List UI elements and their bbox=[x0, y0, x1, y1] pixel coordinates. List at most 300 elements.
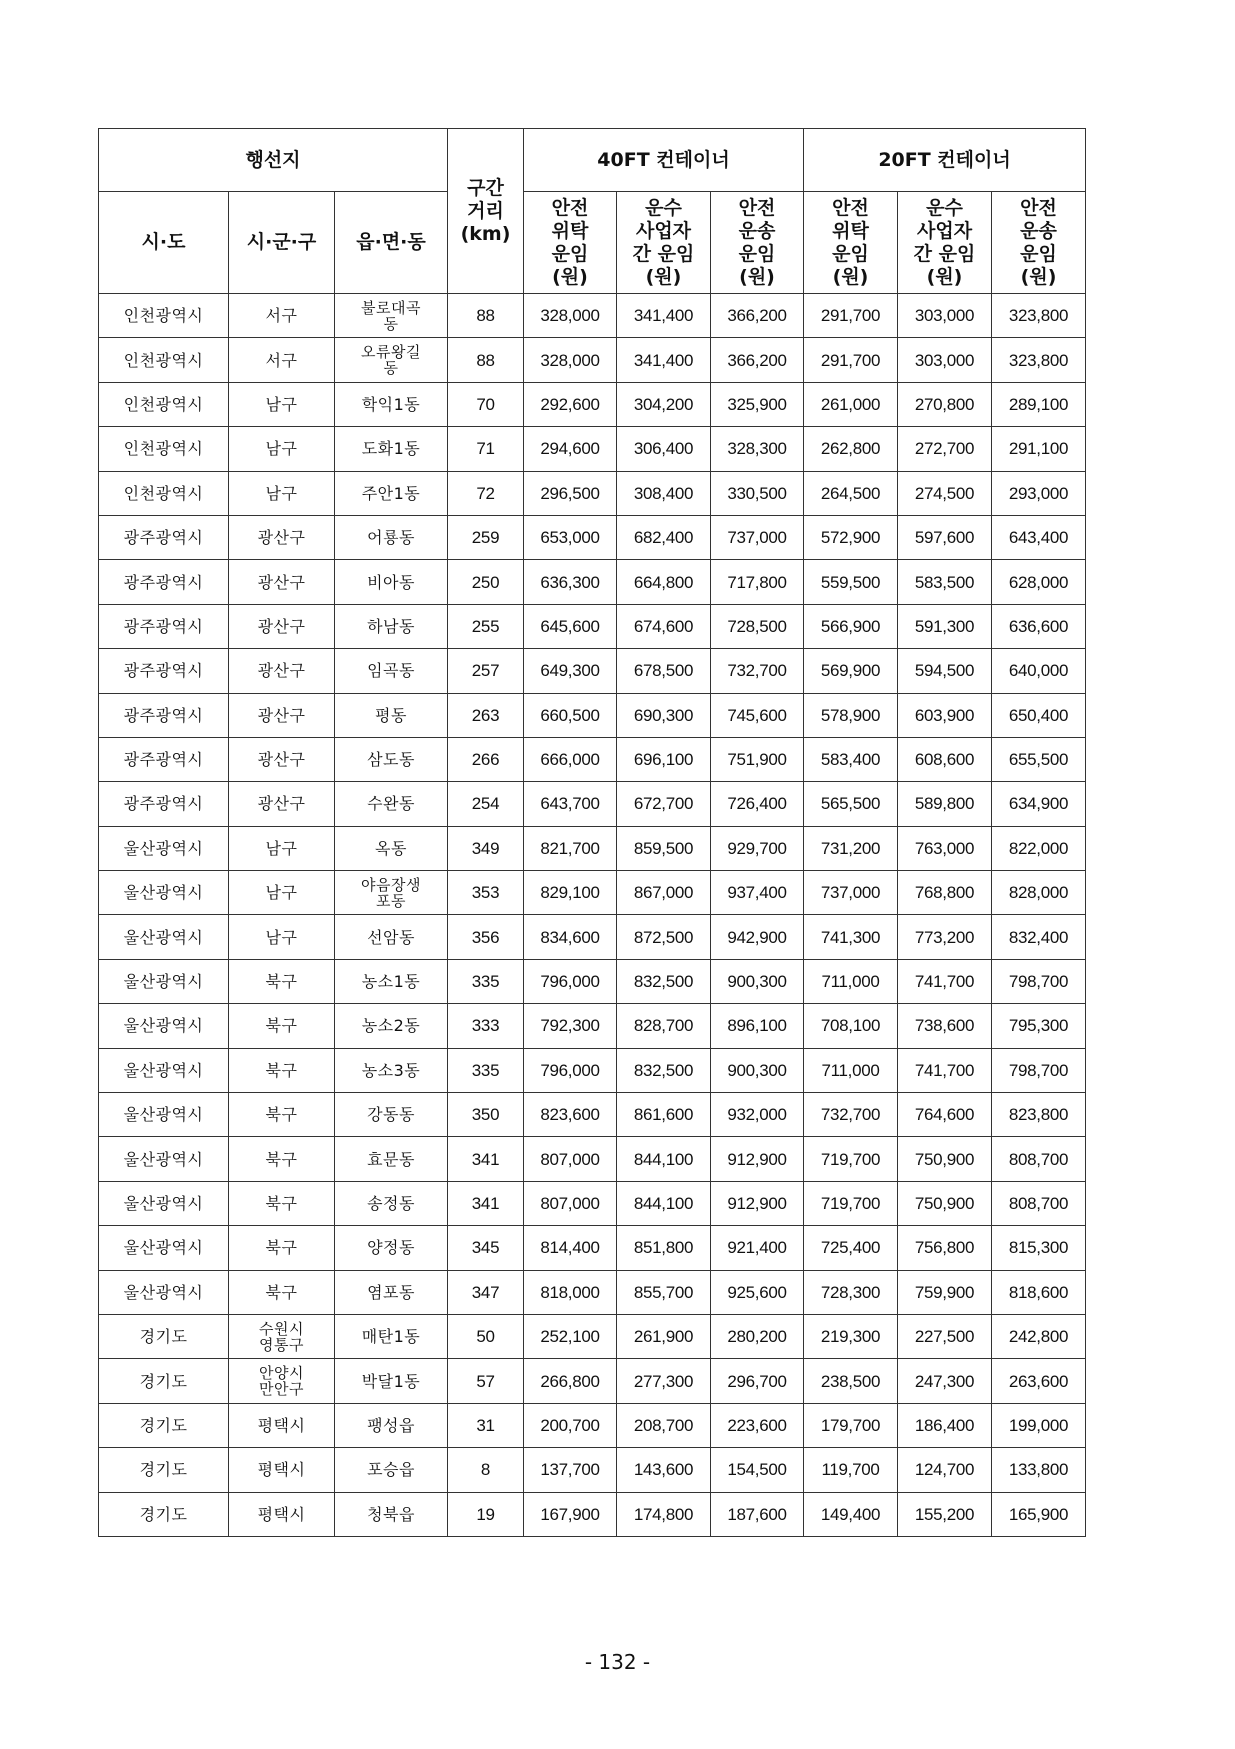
sido-cell: 인천광역시 bbox=[99, 382, 229, 426]
rate-40ft-safe-consign-cell: 292,600 bbox=[524, 382, 617, 426]
table-row bbox=[99, 959, 1086, 1003]
rate-20ft-safe-consign-cell: 261,000 bbox=[804, 382, 898, 426]
rate-40ft-safe-transport-cell: 728,500 bbox=[711, 604, 804, 648]
rate-40ft-carrier-cell: 174,800 bbox=[617, 1492, 711, 1536]
rate-40ft-safe-transport-cell: 330,500 bbox=[711, 471, 804, 515]
table-row bbox=[99, 737, 1086, 781]
rate-40ft-safe-transport-cell: 737,000 bbox=[711, 515, 804, 559]
rate-20ft-safe-transport-cell: 818,600 bbox=[992, 1270, 1086, 1314]
rate-40ft-safe-consign-cell: 649,300 bbox=[524, 649, 617, 693]
table-row bbox=[99, 826, 1086, 870]
rate-40ft-safe-transport-cell: 223,600 bbox=[711, 1403, 804, 1447]
rate-20ft-safe-transport-cell: 640,000 bbox=[992, 649, 1086, 693]
rate-40ft-carrier-cell: 341,400 bbox=[617, 338, 711, 382]
sigungu-cell: 수원시 영통구 bbox=[229, 1314, 335, 1358]
eupmyeondong-cell: 양정동 bbox=[335, 1226, 448, 1270]
rate-20ft-carrier-cell: 763,000 bbox=[898, 826, 992, 870]
rate-40ft-safe-consign-cell: 807,000 bbox=[524, 1181, 617, 1225]
rate-20ft-safe-consign-cell: 711,000 bbox=[804, 1048, 898, 1092]
table-row bbox=[99, 1403, 1086, 1447]
rate-40ft-carrier-cell: 859,500 bbox=[617, 826, 711, 870]
sido-cell: 경기도 bbox=[99, 1448, 229, 1492]
table-row bbox=[99, 1048, 1086, 1092]
rate-40ft-safe-transport-cell: 921,400 bbox=[711, 1226, 804, 1270]
sido-cell: 울산광역시 bbox=[99, 1093, 229, 1137]
table-row bbox=[99, 294, 1086, 338]
rate-40ft-safe-consign-cell: 829,100 bbox=[524, 871, 617, 915]
distance-cell: 345 bbox=[448, 1226, 524, 1270]
table-row bbox=[99, 560, 1086, 604]
rate-40ft-safe-transport-cell: 745,600 bbox=[711, 693, 804, 737]
rate-20ft-safe-transport-cell: 798,700 bbox=[992, 1048, 1086, 1092]
sigungu-cell: 평택시 bbox=[229, 1492, 335, 1536]
distance-cell: 254 bbox=[448, 782, 524, 826]
sido-cell: 광주광역시 bbox=[99, 515, 229, 559]
rate-20ft-safe-consign-cell: 565,500 bbox=[804, 782, 898, 826]
rate-20ft-carrier-cell: 741,700 bbox=[898, 1048, 992, 1092]
rate-20ft-carrier-cell: 272,700 bbox=[898, 427, 992, 471]
rate-20ft-safe-transport-cell: 291,100 bbox=[992, 427, 1086, 471]
table-row bbox=[99, 471, 1086, 515]
distance-cell: 356 bbox=[448, 915, 524, 959]
rate-20ft-safe-transport-cell: 808,700 bbox=[992, 1137, 1086, 1181]
rate-40ft-safe-consign-cell: 636,300 bbox=[524, 560, 617, 604]
rate-20ft-carrier-cell: 608,600 bbox=[898, 737, 992, 781]
distance-cell: 57 bbox=[448, 1359, 524, 1403]
sigungu-cell: 북구 bbox=[229, 1093, 335, 1137]
distance-cell: 259 bbox=[448, 515, 524, 559]
header-40ft-container: 40FT 컨테이너 bbox=[524, 129, 804, 192]
rate-20ft-carrier-cell: 603,900 bbox=[898, 693, 992, 737]
rate-40ft-safe-transport-cell: 896,100 bbox=[711, 1004, 804, 1048]
rate-40ft-carrier-cell: 851,800 bbox=[617, 1226, 711, 1270]
sigungu-cell: 북구 bbox=[229, 1226, 335, 1270]
rate-20ft-carrier-cell: 597,600 bbox=[898, 515, 992, 559]
rate-20ft-safe-consign-cell: 728,300 bbox=[804, 1270, 898, 1314]
rate-40ft-safe-transport-cell: 937,400 bbox=[711, 871, 804, 915]
eupmyeondong-cell: 주안1동 bbox=[335, 471, 448, 515]
eupmyeondong-cell: 수완동 bbox=[335, 782, 448, 826]
rate-20ft-safe-consign-cell: 711,000 bbox=[804, 959, 898, 1003]
distance-cell: 263 bbox=[448, 693, 524, 737]
rate-20ft-carrier-cell: 247,300 bbox=[898, 1359, 992, 1403]
rate-20ft-safe-consign-cell: 719,700 bbox=[804, 1137, 898, 1181]
sigungu-cell: 북구 bbox=[229, 1004, 335, 1048]
rate-20ft-safe-consign-cell: 291,700 bbox=[804, 294, 898, 338]
header-20ft-safe-consign-rate: 안전 위탁 운임 (원) bbox=[804, 192, 898, 294]
eupmyeondong-cell: 평동 bbox=[335, 693, 448, 737]
rate-40ft-safe-transport-cell: 366,200 bbox=[711, 294, 804, 338]
distance-cell: 341 bbox=[448, 1181, 524, 1225]
header-eupmyeondong: 읍·면·동 bbox=[335, 192, 448, 294]
distance-cell: 19 bbox=[448, 1492, 524, 1536]
rate-40ft-safe-transport-cell: 900,300 bbox=[711, 1048, 804, 1092]
sigungu-cell: 광산구 bbox=[229, 604, 335, 648]
rate-40ft-safe-transport-cell: 154,500 bbox=[711, 1448, 804, 1492]
distance-cell: 31 bbox=[448, 1403, 524, 1447]
rate-20ft-safe-transport-cell: 289,100 bbox=[992, 382, 1086, 426]
distance-cell: 50 bbox=[448, 1314, 524, 1358]
rate-40ft-safe-consign-cell: 200,700 bbox=[524, 1403, 617, 1447]
rate-40ft-carrier-cell: 678,500 bbox=[617, 649, 711, 693]
rate-20ft-safe-transport-cell: 634,900 bbox=[992, 782, 1086, 826]
rate-20ft-safe-transport-cell: 655,500 bbox=[992, 737, 1086, 781]
rate-40ft-safe-transport-cell: 751,900 bbox=[711, 737, 804, 781]
sigungu-cell: 광산구 bbox=[229, 560, 335, 604]
rate-40ft-safe-transport-cell: 912,900 bbox=[711, 1137, 804, 1181]
rate-40ft-safe-consign-cell: 294,600 bbox=[524, 427, 617, 471]
distance-cell: 71 bbox=[448, 427, 524, 471]
rate-40ft-carrier-cell: 143,600 bbox=[617, 1448, 711, 1492]
rate-20ft-carrier-cell: 594,500 bbox=[898, 649, 992, 693]
rate-40ft-carrier-cell: 277,300 bbox=[617, 1359, 711, 1403]
rate-20ft-carrier-cell: 756,800 bbox=[898, 1226, 992, 1270]
rate-20ft-safe-transport-cell: 815,300 bbox=[992, 1226, 1086, 1270]
rate-20ft-safe-transport-cell: 808,700 bbox=[992, 1181, 1086, 1225]
rate-40ft-carrier-cell: 672,700 bbox=[617, 782, 711, 826]
table-row bbox=[99, 915, 1086, 959]
rate-40ft-safe-transport-cell: 942,900 bbox=[711, 915, 804, 959]
distance-cell: 88 bbox=[448, 294, 524, 338]
header-sido: 시·도 bbox=[99, 192, 229, 294]
rate-40ft-safe-consign-cell: 643,700 bbox=[524, 782, 617, 826]
sido-cell: 울산광역시 bbox=[99, 826, 229, 870]
rate-20ft-safe-consign-cell: 264,500 bbox=[804, 471, 898, 515]
distance-cell: 335 bbox=[448, 1048, 524, 1092]
sido-cell: 광주광역시 bbox=[99, 693, 229, 737]
rate-20ft-safe-transport-cell: 323,800 bbox=[992, 338, 1086, 382]
rate-20ft-safe-transport-cell: 650,400 bbox=[992, 693, 1086, 737]
sigungu-cell: 북구 bbox=[229, 1048, 335, 1092]
header-20ft-safe-transport-rate: 안전 운송 운임 (원) bbox=[992, 192, 1086, 294]
table-row bbox=[99, 1359, 1086, 1403]
sido-cell: 울산광역시 bbox=[99, 1137, 229, 1181]
distance-cell: 341 bbox=[448, 1137, 524, 1181]
eupmyeondong-cell: 임곡동 bbox=[335, 649, 448, 693]
sido-cell: 인천광역시 bbox=[99, 338, 229, 382]
rate-40ft-safe-consign-cell: 807,000 bbox=[524, 1137, 617, 1181]
sido-cell: 경기도 bbox=[99, 1359, 229, 1403]
rate-20ft-safe-transport-cell: 823,800 bbox=[992, 1093, 1086, 1137]
sido-cell: 인천광역시 bbox=[99, 427, 229, 471]
rate-20ft-carrier-cell: 589,800 bbox=[898, 782, 992, 826]
rate-40ft-carrier-cell: 664,800 bbox=[617, 560, 711, 604]
distance-cell: 70 bbox=[448, 382, 524, 426]
sido-cell: 울산광역시 bbox=[99, 1270, 229, 1314]
rate-20ft-safe-transport-cell: 828,000 bbox=[992, 871, 1086, 915]
rate-40ft-carrier-cell: 682,400 bbox=[617, 515, 711, 559]
rate-20ft-carrier-cell: 124,700 bbox=[898, 1448, 992, 1492]
table-row bbox=[99, 382, 1086, 426]
rate-20ft-safe-transport-cell: 242,800 bbox=[992, 1314, 1086, 1358]
sido-cell: 울산광역시 bbox=[99, 1048, 229, 1092]
header-20ft-container: 20FT 컨테이너 bbox=[804, 129, 1086, 192]
table-row bbox=[99, 1004, 1086, 1048]
rate-40ft-safe-transport-cell: 929,700 bbox=[711, 826, 804, 870]
sigungu-cell: 광산구 bbox=[229, 693, 335, 737]
table-row bbox=[99, 1181, 1086, 1225]
rate-20ft-carrier-cell: 303,000 bbox=[898, 338, 992, 382]
sido-cell: 울산광역시 bbox=[99, 1181, 229, 1225]
sigungu-cell: 광산구 bbox=[229, 737, 335, 781]
sigungu-cell: 평택시 bbox=[229, 1403, 335, 1447]
distance-cell: 257 bbox=[448, 649, 524, 693]
rate-40ft-safe-transport-cell: 280,200 bbox=[711, 1314, 804, 1358]
rate-20ft-carrier-cell: 303,000 bbox=[898, 294, 992, 338]
rate-20ft-safe-transport-cell: 832,400 bbox=[992, 915, 1086, 959]
table-row bbox=[99, 649, 1086, 693]
rate-20ft-safe-consign-cell: 725,400 bbox=[804, 1226, 898, 1270]
rate-40ft-safe-consign-cell: 818,000 bbox=[524, 1270, 617, 1314]
rate-20ft-safe-consign-cell: 179,700 bbox=[804, 1403, 898, 1447]
rate-40ft-safe-transport-cell: 328,300 bbox=[711, 427, 804, 471]
table-row bbox=[99, 604, 1086, 648]
rate-20ft-carrier-cell: 155,200 bbox=[898, 1492, 992, 1536]
table-row bbox=[99, 1492, 1086, 1536]
eupmyeondong-cell: 하남동 bbox=[335, 604, 448, 648]
rate-40ft-safe-consign-cell: 137,700 bbox=[524, 1448, 617, 1492]
distance-cell: 250 bbox=[448, 560, 524, 604]
header-40ft-safe-consign-rate: 안전 위탁 운임 (원) bbox=[524, 192, 617, 294]
sigungu-cell: 북구 bbox=[229, 1137, 335, 1181]
rate-20ft-safe-consign-cell: 572,900 bbox=[804, 515, 898, 559]
distance-cell: 88 bbox=[448, 338, 524, 382]
rate-20ft-safe-transport-cell: 323,800 bbox=[992, 294, 1086, 338]
rate-40ft-safe-consign-cell: 266,800 bbox=[524, 1359, 617, 1403]
rate-40ft-carrier-cell: 844,100 bbox=[617, 1181, 711, 1225]
table-row bbox=[99, 1448, 1086, 1492]
rate-40ft-safe-consign-cell: 666,000 bbox=[524, 737, 617, 781]
sigungu-cell: 북구 bbox=[229, 1270, 335, 1314]
eupmyeondong-cell: 포승읍 bbox=[335, 1448, 448, 1492]
rate-20ft-safe-transport-cell: 822,000 bbox=[992, 826, 1086, 870]
distance-cell: 350 bbox=[448, 1093, 524, 1137]
sigungu-cell: 북구 bbox=[229, 959, 335, 1003]
rate-20ft-carrier-cell: 768,800 bbox=[898, 871, 992, 915]
rate-40ft-carrier-cell: 855,700 bbox=[617, 1270, 711, 1314]
header-sigungu: 시·군·구 bbox=[229, 192, 335, 294]
rate-40ft-safe-consign-cell: 792,300 bbox=[524, 1004, 617, 1048]
distance-cell: 266 bbox=[448, 737, 524, 781]
eupmyeondong-cell: 효문동 bbox=[335, 1137, 448, 1181]
table-row bbox=[99, 1137, 1086, 1181]
eupmyeondong-cell: 매탄1동 bbox=[335, 1314, 448, 1358]
eupmyeondong-cell: 농소1동 bbox=[335, 959, 448, 1003]
sigungu-cell: 평택시 bbox=[229, 1448, 335, 1492]
distance-cell: 353 bbox=[448, 871, 524, 915]
page-number: - 132 - bbox=[584, 1650, 651, 1674]
rate-40ft-safe-consign-cell: 796,000 bbox=[524, 1048, 617, 1092]
sigungu-cell: 서구 bbox=[229, 294, 335, 338]
sigungu-cell: 남구 bbox=[229, 871, 335, 915]
rate-20ft-safe-consign-cell: 583,400 bbox=[804, 737, 898, 781]
sido-cell: 광주광역시 bbox=[99, 782, 229, 826]
rate-20ft-safe-consign-cell: 719,700 bbox=[804, 1181, 898, 1225]
eupmyeondong-cell: 오류왕길 동 bbox=[335, 338, 448, 382]
table-row bbox=[99, 338, 1086, 382]
rate-40ft-safe-consign-cell: 821,700 bbox=[524, 826, 617, 870]
rate-20ft-safe-consign-cell: 741,300 bbox=[804, 915, 898, 959]
sido-cell: 인천광역시 bbox=[99, 294, 229, 338]
eupmyeondong-cell: 강동동 bbox=[335, 1093, 448, 1137]
eupmyeondong-cell: 옥동 bbox=[335, 826, 448, 870]
distance-cell: 8 bbox=[448, 1448, 524, 1492]
rate-40ft-safe-transport-cell: 912,900 bbox=[711, 1181, 804, 1225]
rate-40ft-carrier-cell: 304,200 bbox=[617, 382, 711, 426]
rate-40ft-safe-consign-cell: 252,100 bbox=[524, 1314, 617, 1358]
rate-20ft-safe-transport-cell: 133,800 bbox=[992, 1448, 1086, 1492]
sigungu-cell: 남구 bbox=[229, 382, 335, 426]
distance-cell: 347 bbox=[448, 1270, 524, 1314]
rate-20ft-carrier-cell: 741,700 bbox=[898, 959, 992, 1003]
sigungu-cell: 남구 bbox=[229, 826, 335, 870]
rate-20ft-safe-consign-cell: 578,900 bbox=[804, 693, 898, 737]
sido-cell: 경기도 bbox=[99, 1314, 229, 1358]
rate-40ft-carrier-cell: 674,600 bbox=[617, 604, 711, 648]
sido-cell: 울산광역시 bbox=[99, 915, 229, 959]
sido-cell: 인천광역시 bbox=[99, 471, 229, 515]
sigungu-cell: 서구 bbox=[229, 338, 335, 382]
rate-table-body bbox=[99, 294, 1086, 1537]
rate-40ft-carrier-cell: 832,500 bbox=[617, 1048, 711, 1092]
sido-cell: 광주광역시 bbox=[99, 560, 229, 604]
eupmyeondong-cell: 삼도동 bbox=[335, 737, 448, 781]
rate-20ft-safe-consign-cell: 149,400 bbox=[804, 1492, 898, 1536]
rate-20ft-safe-consign-cell: 732,700 bbox=[804, 1093, 898, 1137]
table-row bbox=[99, 871, 1086, 915]
table-row bbox=[99, 693, 1086, 737]
eupmyeondong-cell: 도화1동 bbox=[335, 427, 448, 471]
eupmyeondong-cell: 비아동 bbox=[335, 560, 448, 604]
rate-20ft-safe-transport-cell: 165,900 bbox=[992, 1492, 1086, 1536]
sido-cell: 울산광역시 bbox=[99, 1226, 229, 1270]
rate-20ft-carrier-cell: 764,600 bbox=[898, 1093, 992, 1137]
rate-20ft-carrier-cell: 270,800 bbox=[898, 382, 992, 426]
rate-40ft-carrier-cell: 308,400 bbox=[617, 471, 711, 515]
rate-20ft-safe-consign-cell: 708,100 bbox=[804, 1004, 898, 1048]
rate-20ft-carrier-cell: 750,900 bbox=[898, 1181, 992, 1225]
rate-20ft-carrier-cell: 227,500 bbox=[898, 1314, 992, 1358]
rate-20ft-carrier-cell: 750,900 bbox=[898, 1137, 992, 1181]
eupmyeondong-cell: 팽성읍 bbox=[335, 1403, 448, 1447]
rate-40ft-safe-transport-cell: 296,700 bbox=[711, 1359, 804, 1403]
eupmyeondong-cell: 불로대곡 동 bbox=[335, 294, 448, 338]
rate-20ft-safe-consign-cell: 119,700 bbox=[804, 1448, 898, 1492]
rate-20ft-carrier-cell: 186,400 bbox=[898, 1403, 992, 1447]
rate-20ft-safe-transport-cell: 795,300 bbox=[992, 1004, 1086, 1048]
sigungu-cell: 안양시 만안구 bbox=[229, 1359, 335, 1403]
rate-40ft-safe-consign-cell: 296,500 bbox=[524, 471, 617, 515]
header-destination: 행선지 bbox=[99, 129, 448, 192]
rate-40ft-safe-consign-cell: 823,600 bbox=[524, 1093, 617, 1137]
sido-cell: 울산광역시 bbox=[99, 959, 229, 1003]
rate-40ft-safe-consign-cell: 660,500 bbox=[524, 693, 617, 737]
rate-20ft-safe-consign-cell: 291,700 bbox=[804, 338, 898, 382]
rate-20ft-safe-consign-cell: 219,300 bbox=[804, 1314, 898, 1358]
distance-cell: 333 bbox=[448, 1004, 524, 1048]
distance-cell: 255 bbox=[448, 604, 524, 648]
rate-40ft-safe-transport-cell: 366,200 bbox=[711, 338, 804, 382]
sido-cell: 울산광역시 bbox=[99, 871, 229, 915]
rate-40ft-carrier-cell: 341,400 bbox=[617, 294, 711, 338]
rate-40ft-carrier-cell: 832,500 bbox=[617, 959, 711, 1003]
rate-40ft-carrier-cell: 261,900 bbox=[617, 1314, 711, 1358]
rate-40ft-safe-consign-cell: 328,000 bbox=[524, 338, 617, 382]
eupmyeondong-cell: 청북읍 bbox=[335, 1492, 448, 1536]
rate-20ft-carrier-cell: 583,500 bbox=[898, 560, 992, 604]
header-40ft-carrier-rate: 운수 사업자 간 운임 (원) bbox=[617, 192, 711, 294]
eupmyeondong-cell: 학익1동 bbox=[335, 382, 448, 426]
rate-20ft-carrier-cell: 738,600 bbox=[898, 1004, 992, 1048]
rate-40ft-safe-transport-cell: 925,600 bbox=[711, 1270, 804, 1314]
eupmyeondong-cell: 어룡동 bbox=[335, 515, 448, 559]
sigungu-cell: 남구 bbox=[229, 427, 335, 471]
rate-20ft-carrier-cell: 274,500 bbox=[898, 471, 992, 515]
sido-cell: 경기도 bbox=[99, 1403, 229, 1447]
sido-cell: 광주광역시 bbox=[99, 737, 229, 781]
rate-40ft-safe-transport-cell: 187,600 bbox=[711, 1492, 804, 1536]
header-40ft-safe-transport-rate: 안전 운송 운임 (원) bbox=[711, 192, 804, 294]
sido-cell: 울산광역시 bbox=[99, 1004, 229, 1048]
rate-40ft-carrier-cell: 828,700 bbox=[617, 1004, 711, 1048]
rate-20ft-safe-consign-cell: 559,500 bbox=[804, 560, 898, 604]
sido-cell: 경기도 bbox=[99, 1492, 229, 1536]
rate-20ft-safe-consign-cell: 238,500 bbox=[804, 1359, 898, 1403]
eupmyeondong-cell: 농소2동 bbox=[335, 1004, 448, 1048]
rate-40ft-safe-transport-cell: 325,900 bbox=[711, 382, 804, 426]
distance-cell: 335 bbox=[448, 959, 524, 1003]
table-row bbox=[99, 1314, 1086, 1358]
rate-20ft-safe-transport-cell: 636,600 bbox=[992, 604, 1086, 648]
rate-20ft-safe-transport-cell: 293,000 bbox=[992, 471, 1086, 515]
eupmyeondong-cell: 선암동 bbox=[335, 915, 448, 959]
rate-40ft-safe-consign-cell: 834,600 bbox=[524, 915, 617, 959]
rate-40ft-carrier-cell: 306,400 bbox=[617, 427, 711, 471]
distance-cell: 349 bbox=[448, 826, 524, 870]
rate-40ft-carrier-cell: 208,700 bbox=[617, 1403, 711, 1447]
sigungu-cell: 남구 bbox=[229, 915, 335, 959]
table-row bbox=[99, 1270, 1086, 1314]
rate-40ft-carrier-cell: 867,000 bbox=[617, 871, 711, 915]
rate-40ft-safe-consign-cell: 653,000 bbox=[524, 515, 617, 559]
table-row bbox=[99, 1226, 1086, 1270]
sigungu-cell: 북구 bbox=[229, 1181, 335, 1225]
rate-40ft-carrier-cell: 861,600 bbox=[617, 1093, 711, 1137]
sido-cell: 광주광역시 bbox=[99, 649, 229, 693]
rate-20ft-carrier-cell: 773,200 bbox=[898, 915, 992, 959]
rate-20ft-carrier-cell: 591,300 bbox=[898, 604, 992, 648]
rate-40ft-carrier-cell: 872,500 bbox=[617, 915, 711, 959]
rate-40ft-safe-consign-cell: 814,400 bbox=[524, 1226, 617, 1270]
rate-20ft-safe-consign-cell: 731,200 bbox=[804, 826, 898, 870]
rate-40ft-safe-consign-cell: 328,000 bbox=[524, 294, 617, 338]
eupmyeondong-cell: 야음장생 포동 bbox=[335, 871, 448, 915]
rate-40ft-safe-transport-cell: 717,800 bbox=[711, 560, 804, 604]
eupmyeondong-cell: 송정동 bbox=[335, 1181, 448, 1225]
rate-20ft-safe-transport-cell: 798,700 bbox=[992, 959, 1086, 1003]
rate-40ft-safe-transport-cell: 932,000 bbox=[711, 1093, 804, 1137]
rate-20ft-safe-transport-cell: 199,000 bbox=[992, 1403, 1086, 1447]
sigungu-cell: 남구 bbox=[229, 471, 335, 515]
rate-20ft-safe-consign-cell: 566,900 bbox=[804, 604, 898, 648]
table-row bbox=[99, 1093, 1086, 1137]
rate-20ft-safe-transport-cell: 643,400 bbox=[992, 515, 1086, 559]
rate-40ft-safe-consign-cell: 645,600 bbox=[524, 604, 617, 648]
rate-40ft-safe-transport-cell: 900,300 bbox=[711, 959, 804, 1003]
rate-20ft-safe-transport-cell: 263,600 bbox=[992, 1359, 1086, 1403]
table-row bbox=[99, 782, 1086, 826]
rate-20ft-safe-consign-cell: 569,900 bbox=[804, 649, 898, 693]
